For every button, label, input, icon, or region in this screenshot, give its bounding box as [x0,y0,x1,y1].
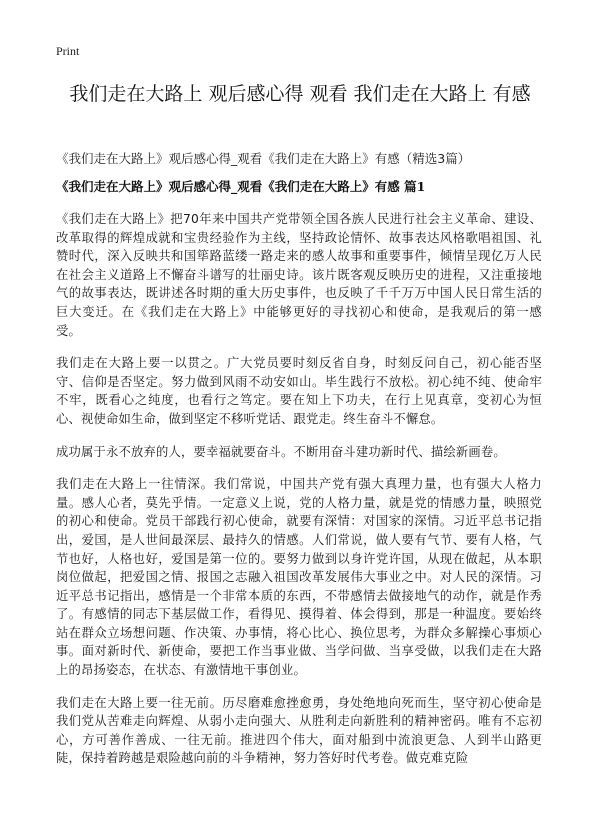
paragraph-4: 我们走在大路上一往情深。我们常说，中国共产党有强大真理力量，也有强大人格力量。感人心者，莫先乎情。一定意义上说，党的人格力量，就是党的情感力量，映照党的初心和使命。党员干部践行初心使命，就要有深情：对国家的深情。习近平总书记指出，爱国，是人世间最深层、最持久的情感。人们常说，做人要有气节、要有人格，气节也好，人格也好，爱国是第一位的。要努力做到以身许党许国，从现在做起，从本职岗位做起，把爱国之情、报国之志融入祖国改革发展伟大事业之中。对人民的深情。习近平总书记指出，感情是一个非常本质的东西，不带感情去做接地气的动作，就是作秀了。有感情的同志下基层做工作，看得见、摸得着、体会得到，那是一种温度。要始终站在群众立场想问题、作决策、办事情，将心比心、换位思考，为群众多解操心事烦心事。面对新时代、新使命，要把工作当事业做、当学问做、当享受做，以我们走在大路上的昂扬姿态，在状态、有激情地干事创业。 [56,477,542,678]
document-body [56,210,542,782]
document-title: 我们走在大路上 观后感心得 观看 我们走在大路上 有感 [69,83,531,105]
print-label[interactable]: Print [56,44,80,58]
paragraph-5: 我们走在大路上要一往无前。历尽磨难愈挫愈勇，身处绝地向死而生，坚守初心使命是我们党从苦难走向辉煌、从弱小走向强大、从胜利走向新胜利的精神密码。唯有不忘初心，方可善作善成、一往无前。推进四个伟大，面对船到中流浪更急、人到半山路更陡，保持着跨越是艰险越向前的斗争精神，努力答好时代考卷。做克难克险 [56,695,542,766]
document-subtitle: 《我们走在大路上》观后感心得_观看《我们走在大路上》有感（精选3篇） [56,151,471,166]
section-heading: 《我们走在大路上》观后感心得_观看《我们走在大路上》有感 篇1 [56,179,426,194]
paragraph-1: 《我们走在大路上》把70年来中国共产党带领全国各族人民进行社会主义革命、建设、改革取得的辉煌成就和宝贵经验作为主线，坚持政论情怀、故事表达风格歌唱祖国、礼赞时代，深入反映共和国筚路蓝缕一路走来的感人故事和重要事件，倾情呈现亿万人民在社会主义道路上不懈奋斗谱写的壮丽史诗。该片既客观反映历史的进程，又注重接地气的故事表达，既讲述各时期的重大历史事件，也反映了千千万万中国人民日常生活的巨大变迁。在《我们走在大路上》中能够更好的寻找初心和使命，是我观后的第一感受。 [56,212,542,338]
paragraph-2: 我们走在大路上要一以贯之。广大党员要时刻反省自身，时刻反问自己，初心能否坚守、信仰是否坚定。努力做到风雨不动安如山。毕生践行不放松。初心纯不纯、使命牢不牢，既看心之纯度，也看行之笃定。要在知上下功夫，在行上见真章，变初心为恒心、视使命如生命，做到坚定不移听党话、跟党走。终生奋斗不懈怠。 [56,356,542,426]
paragraph-3: 成功属于永不放弃的人，要幸福就要奋斗。不断用奋斗建功新时代、描绘新画卷。 [56,444,506,459]
